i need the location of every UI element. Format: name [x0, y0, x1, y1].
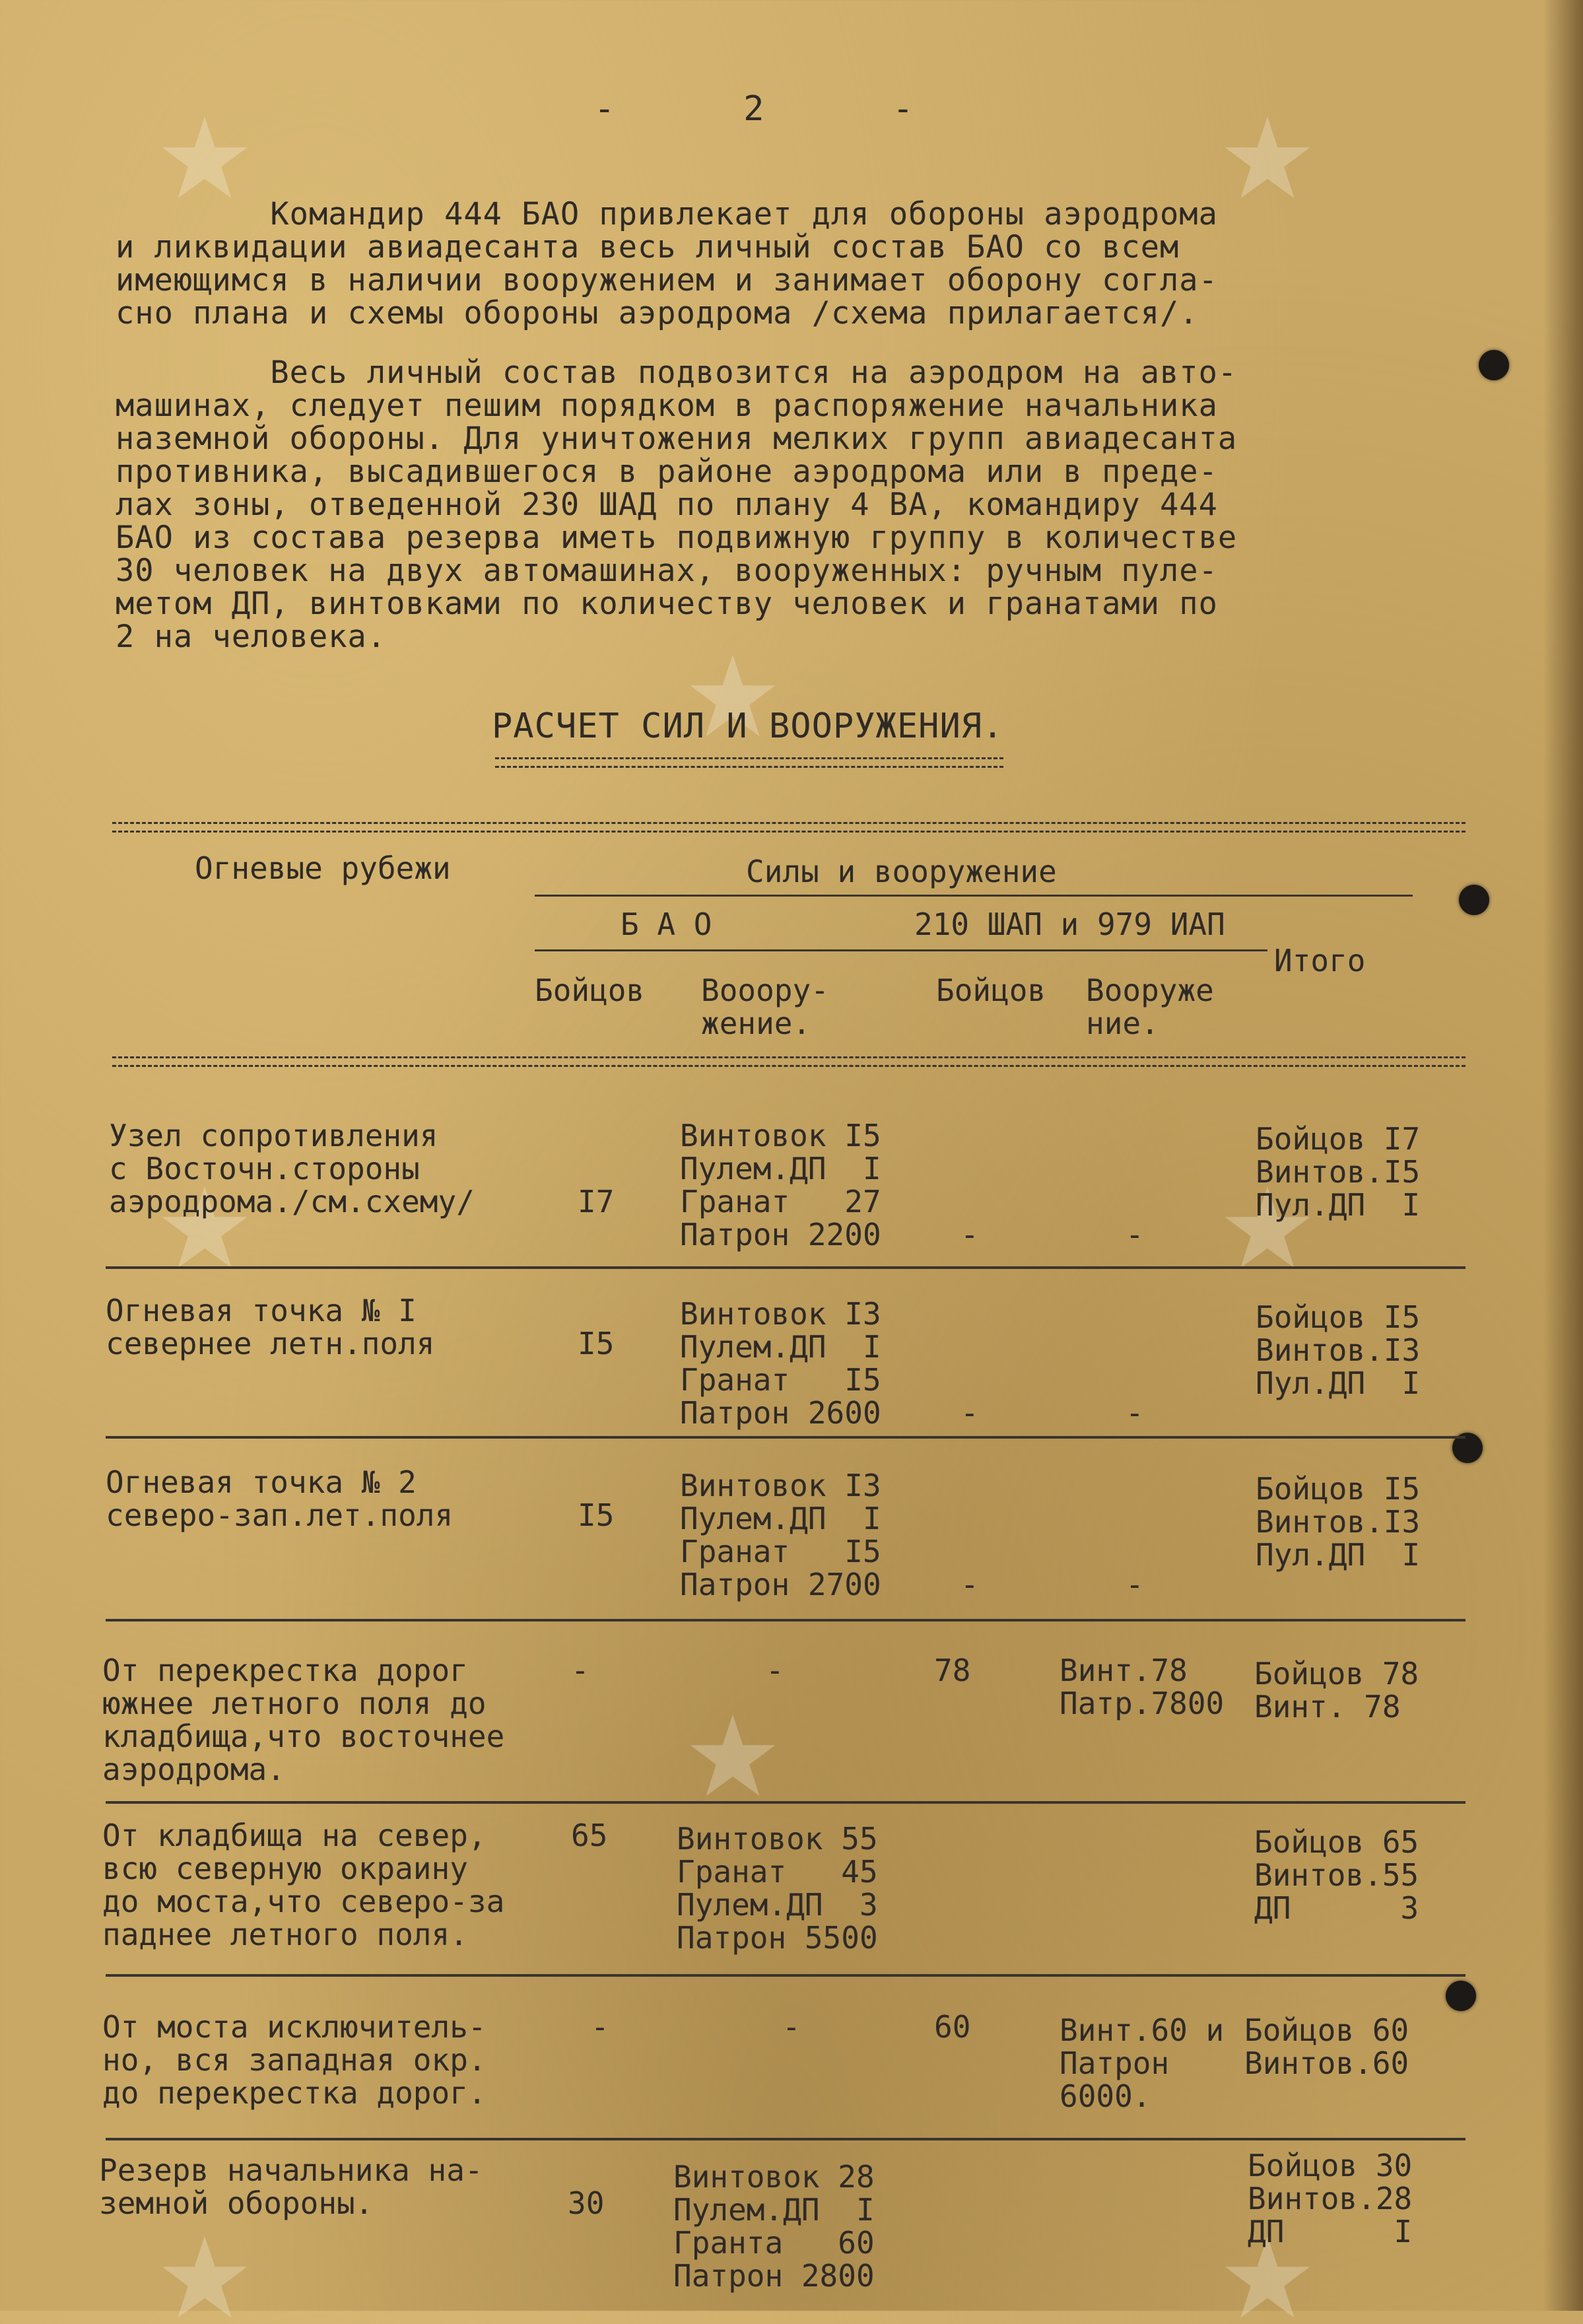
table-row-bao-fighters: I5	[578, 1497, 615, 1533]
table-row-total: Бойцов 30 Винтов.28 ДП I	[1248, 2148, 1413, 2249]
table-row-total: Бойцов I7 Винтов.I5 Пул.ДП I	[1256, 1121, 1421, 1223]
watermark-star-icon	[158, 112, 251, 205]
table-row-line: Огневая точка № I севернее летн.поля	[106, 1293, 435, 1361]
table-row-shap-fighters: -	[960, 1567, 979, 1602]
table-row-total: Бойцов 78 Винт. 78	[1254, 1656, 1419, 1725]
table-row-total: Бойцов 60 Винтов.60	[1244, 2012, 1409, 2081]
row-separator	[106, 1266, 1465, 1269]
table-row-bao-weapons: -	[766, 1653, 784, 1688]
title-underline	[495, 757, 1003, 759]
table-row-bao-fighters: 30	[568, 2185, 605, 2221]
row-separator	[106, 1619, 1465, 1622]
table-row-line: От кладбища на север, всю северную окраину до моста,что северо-за паднее летного поля.	[102, 1818, 505, 1952]
table-row-shap-fighters: 60	[934, 2009, 971, 2045]
title-underline	[495, 766, 1003, 768]
punch-hole	[1446, 1981, 1476, 2011]
punch-hole	[1459, 885, 1489, 915]
header-divider	[535, 895, 1413, 897]
header-weapons-shap: Вооруже ние.	[1086, 973, 1214, 1041]
row-separator	[106, 1974, 1465, 1977]
table-row-shap-weapons: -	[1126, 1217, 1144, 1252]
table-row-line: От перекрестка дорог южнее летного поля до кладбища,что восточнее аэродрома.	[102, 1653, 505, 1787]
table-row-shap-fighters: -	[960, 1395, 979, 1431]
header-fighters-shap: Бойцов	[936, 973, 1046, 1008]
header-weapons-bao: Вооору- жение.	[701, 973, 829, 1041]
watermark-star-icon	[1221, 112, 1314, 205]
table-row-bao-fighters: -	[571, 1653, 589, 1688]
table-row-bao-fighters: I5	[578, 1326, 615, 1361]
table-row-bao-weapons: -	[782, 2009, 801, 2045]
header-total: Итого	[1274, 943, 1366, 978]
watermark-star-icon	[687, 1710, 779, 1802]
header-divider	[535, 949, 1267, 951]
table-row-bao-weapons: Винтовок 28 Пулем.ДП I Гранта 60 Патрон 2800	[673, 2159, 875, 2294]
table-row-line: Резерв начальника на- земной обороны.	[99, 2152, 483, 2221]
row-separator	[106, 1436, 1465, 1439]
punch-hole	[1479, 350, 1509, 380]
table-row-bao-weapons: Винтовок I3 Пулем.ДП I Гранат I5 Патрон 2700	[680, 1468, 881, 1602]
table-row-line: От моста исключитель- но, вся западная окр. до перекрестка дорог.	[102, 2009, 487, 2111]
table-row-shap-fighters: 78	[934, 1653, 971, 1688]
table-row-total: Бойцов I5 Винтов.I3 Пул.ДП I	[1256, 1299, 1421, 1401]
header-bottom-rule	[112, 1056, 1465, 1067]
table-row-shap-fighters: -	[960, 1217, 979, 1252]
header-bao: Б А О	[621, 906, 712, 942]
table-row-bao-weapons: Винтовок 55 Гранат 45 Пулем.ДП 3 Патрон 5500	[677, 1821, 878, 1956]
table-row-shap-weapons: Винт.78 Патр.7800	[1060, 1653, 1225, 1721]
page-edge-shadow	[1543, 0, 1583, 2311]
table-title: РАСЧЕТ СИЛ И ВООРУЖЕНИЯ.	[492, 706, 1004, 746]
table-row-bao-fighters: I7	[578, 1184, 615, 1219]
page-number: - 2 -	[594, 89, 914, 129]
table-row-line: Узел сопротивления с Восточн.стороны аэродрома./см.схему/	[109, 1118, 475, 1219]
header-shap: 210 ШАП и 979 ИАП	[914, 906, 1225, 942]
watermark-star-icon	[158, 2232, 251, 2324]
table-top-rule	[112, 822, 1465, 833]
table-row-total: Бойцов I5 Винтов.I3 Пул.ДП I	[1256, 1471, 1421, 1573]
paragraph-1: Командир 444 БАО привлекает для обороны аэродрома и ликвидации авиадесанта весь личный состав БАО со всем имеющимся в наличии вооружением и занимает оборону согла- сно плана и схемы обороны аэродрома /схема прилагается/.	[116, 196, 1218, 331]
table-row-shap-weapons: -	[1126, 1567, 1144, 1602]
table-row-shap-weapons: Винт.60 и Патрон 6000.	[1060, 2012, 1225, 2114]
header-fighters-bao: Бойцов	[535, 973, 645, 1008]
table-row-total: Бойцов 65 Винтов.55 ДП 3	[1254, 1824, 1419, 1926]
table-row-bao-weapons: Винтовок I5 Пулем.ДП I Гранат 27 Патрон 2200	[680, 1118, 881, 1252]
table-row-bao-fighters: 65	[571, 1818, 608, 1853]
header-forces-weapons: Силы и вооружение	[746, 854, 1057, 889]
table-row-shap-weapons: -	[1126, 1395, 1144, 1431]
header-firing-lines: Огневые рубежи	[195, 850, 451, 886]
row-separator	[106, 2138, 1465, 2140]
table-row-bao-weapons: Винтовок I3 Пулем.ДП I Гранат I5 Патрон 2600	[680, 1296, 881, 1431]
table-row-bao-fighters: -	[591, 2009, 609, 2045]
paragraph-2: Весь личный состав подвозится на аэродром на авто- машинах, следует пешим порядком в распоряжение начальника наземной обороны. Для уничтожения мелких групп авиадесанта противника, высадившегося в районе аэродрома или в преде- лах зоны, отведенной 230 ШАД по плану 4 ВА, командиру 444 БАО из состава резерва иметь подвижную группу в количестве 30 человек на двух автомашинах, вооруженных: ручным пуле- метом ДП, винтовками по количеству человек и гранатами по 2 на человека.	[116, 355, 1238, 655]
row-separator	[106, 1801, 1465, 1804]
table-row-line: Огневая точка № 2 северо-зап.лет.поля	[106, 1464, 454, 1533]
